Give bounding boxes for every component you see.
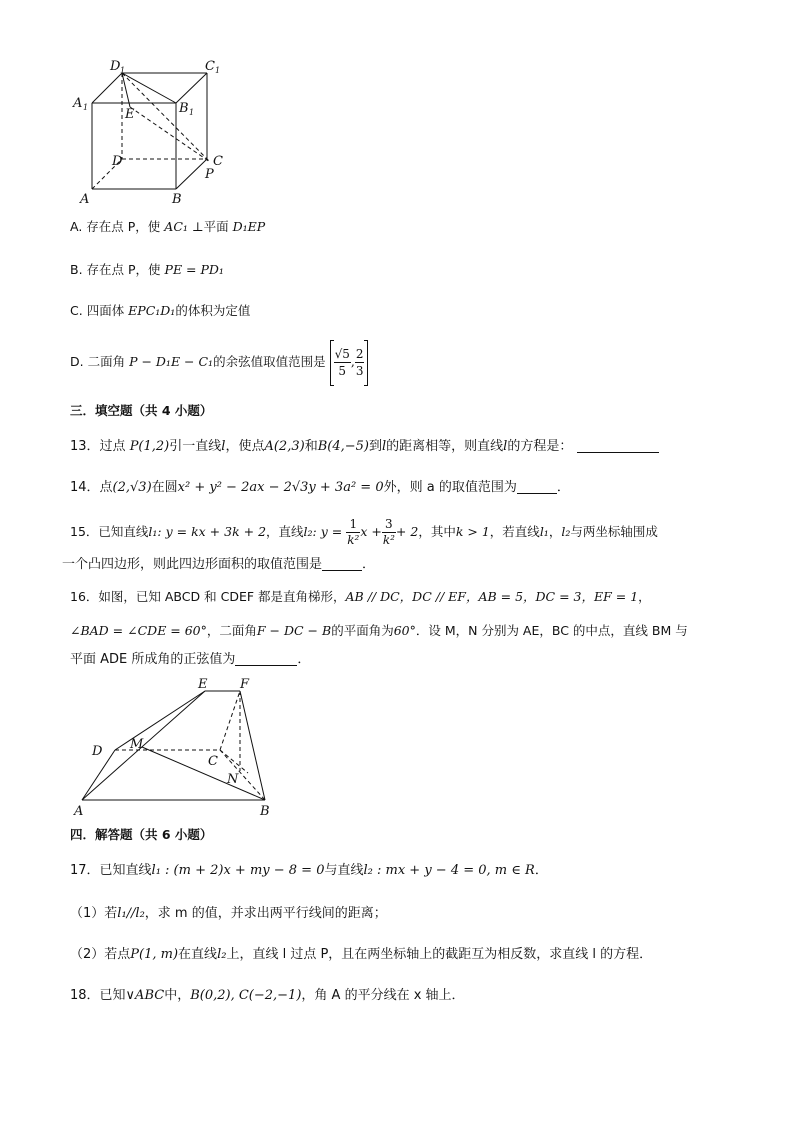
label-B: B [260, 804, 270, 819]
question-17-part-2: （2）若点P(1, m)在直线l₂上，直线 l 过点 P，且在两坐标轴上的截距互为相反数，求直线 l 的方程． [70, 947, 653, 962]
label-B1: B [179, 101, 189, 116]
question-14: 14．点(2,√3)在圆x² + y² − 2ax − 2√3y + 3a² = 0外，则 a 的取值范围为 ． [70, 480, 570, 495]
frac-3-over-k2: $\frac{3}{\text{k²}}$ [382, 517, 395, 547]
label-F: F [240, 677, 250, 692]
label-B1-sub: 1 [189, 108, 195, 117]
option-d: D. 二面角 P − D₁E − C₁的余弦值取值范围是 $\frac{√5}{5}$ , $\frac{2}{3}$ [70, 338, 368, 386]
frac-1-over-k2: $\frac{1}{\text{k²}}$ [347, 517, 360, 547]
label-A: A [80, 192, 90, 207]
label-A1: A [73, 96, 83, 111]
label-N: N [227, 772, 239, 787]
question-13: 13．过点 P(1,2)引一直线l，使点A(2,3)和B(4,−5)到l的距离相等，则直线l的方程是： [70, 438, 659, 456]
option-b: B. 存在点 P，使 PE = PD₁ [70, 262, 224, 277]
label-C: C [213, 154, 223, 169]
label-P: P [205, 167, 214, 182]
question-17-line-1: 17．已知直线l₁ : (m + 2)x + my − 8 = 0与直线l₂ : mx + y − 4 = 0, m ∈ R． [70, 863, 548, 878]
question-16-line-1: 16．如图，已知 ABCD 和 CDEF 都是直角梯形，AB // DC，DC // EF，AB = 5，DC = 3，EF = 1， [70, 589, 651, 604]
question-18: 18．已知∨ABC中，B(0,2), C(−2,−1)，角 A 的平分线在 x 轴上． [70, 988, 465, 1003]
answer-blank-13[interactable] [577, 438, 659, 453]
label-D: D [92, 744, 103, 759]
label-D: D [112, 154, 123, 169]
range-frac-2: $\frac{2}{3}$ [355, 347, 364, 378]
question-16-line-3: 平面 ADE 所成角的正弦值为 ． [70, 652, 311, 667]
label-D1: D [110, 59, 121, 74]
bracket-left [330, 340, 334, 386]
answer-blank-16[interactable] [235, 651, 297, 666]
question-17-part-1: （1）若l₁//l₂，求 m 的值，并求出两平行线间的距离； [70, 906, 387, 921]
label-C1: C [205, 59, 215, 74]
answer-blank-15[interactable] [322, 556, 362, 571]
option-c: C. 四面体 EPC₁D₁的体积为定值 [70, 303, 251, 318]
cube-figure [70, 55, 240, 210]
bracket-right [364, 340, 368, 386]
section-3-heading: 三．填空题（共 4 小题） [70, 403, 213, 418]
label-B: B [172, 192, 182, 207]
label-C1-sub: 1 [215, 66, 221, 75]
label-A: A [74, 804, 84, 819]
question-16-line-2: ∠BAD = ∠CDE = 60°，二面角F − DC − B的平面角为60°．设 M，N 分别为 AE，BC 的中点，直线 BM 与 [70, 623, 688, 638]
answer-blank-14[interactable] [517, 479, 557, 494]
label-E: E [198, 677, 208, 692]
range-frac-1: $\frac{√5}{5}$ [334, 347, 350, 378]
section-4-heading: 四．解答题（共 6 小题） [70, 827, 213, 842]
label-M: M [130, 737, 144, 752]
label-C: C [208, 754, 218, 769]
trapezoid-figure [70, 675, 285, 820]
question-15-line-1: 15．已知直线l₁: y = kx + 3k + 2，直线l₂: y = $\frac{1}{\text{k²}}$ x + $\frac{3}{\text{k²}}$ + 2，其中k > 1，若直线l₁，l₂与两坐标轴围成 [70, 517, 658, 547]
label-E: E [125, 107, 135, 122]
question-15-line-2: 一个凸四边形，则此四边形面积的取值范围是 ． [62, 557, 376, 572]
label-D1-sub: 1 [120, 66, 126, 75]
label-A1-sub: 1 [83, 103, 89, 112]
option-a: A. 存在点 P，使 AC₁ ⊥平面 D₁EP [70, 219, 266, 234]
